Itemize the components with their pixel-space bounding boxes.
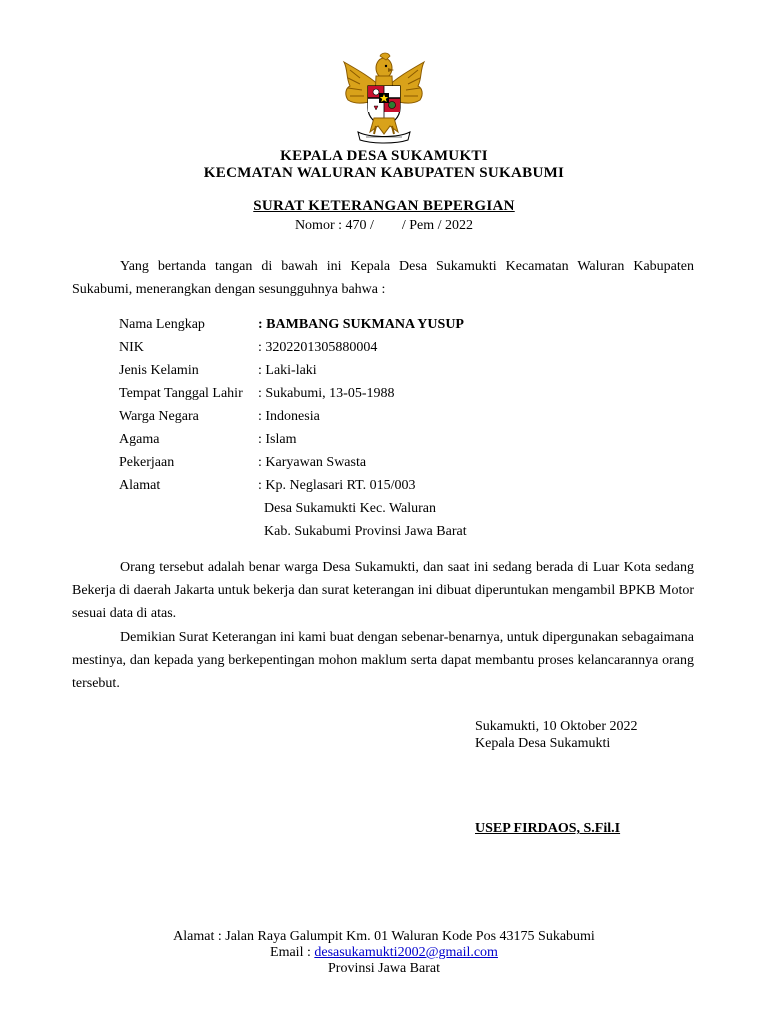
footer-province: Provinsi Jawa Barat xyxy=(328,961,440,976)
field-label: Alamat xyxy=(119,478,161,493)
field-value: : Indonesia xyxy=(258,409,320,424)
body-paragraph-statement xyxy=(72,556,694,625)
field-value: : Laki-laki xyxy=(258,363,317,378)
office-heading: KEPALA DESA SUKAMUKTI xyxy=(280,148,488,164)
field-row-tempat-tanggal-lahir xyxy=(119,382,395,405)
footer-email-label: Email : xyxy=(270,945,315,960)
field-row-alamat xyxy=(119,474,416,497)
document-number: Nomor : 470 / / Pem / 2022 xyxy=(294,218,474,233)
field-row-pekerjaan xyxy=(119,451,366,474)
signature-position: Kepala Desa Sukamukti xyxy=(475,736,611,751)
field-row-agama xyxy=(119,428,297,451)
field-label: Tempat Tanggal Lahir xyxy=(119,386,243,401)
signature-place-date: Sukamukti, 10 Oktober 2022 xyxy=(475,719,638,734)
field-label: Agama xyxy=(119,432,160,447)
field-label: Nama Lengkap xyxy=(119,317,205,332)
signer-name: USEP FIRDAOS, S.Fil.I xyxy=(475,821,621,836)
field-row-nik xyxy=(119,336,377,359)
document-title: SURAT KETERANGAN BEPERGIAN xyxy=(253,198,515,214)
address-line-2: Desa Sukamukti Kec. Waluran xyxy=(264,501,437,516)
field-value: : 3202201305880004 xyxy=(258,340,378,355)
statement-text: Orang tersebut adalah benar warga Desa Sukamukti, dan saat ini sedang berada di Luar Kota sedang Bekerja di daerah Jakarta untuk bekerja dan surat keterangan ini dibuat diperuntukan mengambil BPKB Motor sesuai data di atas. xyxy=(72,560,694,621)
closing-text: Demikian Surat Keterangan ini kami buat dengan sebenar-benarnya, untuk dipergunakan sebagaimana mestinya, dan kepada yang berkepentingan mohon maklum serta dapat membantu proses kelancarannya orang tersebut. xyxy=(72,630,694,691)
footer-address: Alamat : Jalan Raya Galumpit Km. 01 Waluran Kode Pos 43175 Sukabumi xyxy=(173,929,595,944)
signature-block xyxy=(475,718,638,752)
field-value: : BAMBANG SUKMANA YUSUP xyxy=(258,317,464,332)
field-row-warga-negara xyxy=(119,405,320,428)
field-value: : Kp. Neglasari RT. 015/003 xyxy=(258,478,416,493)
email-link[interactable]: desasukamukti2002@gmail.com xyxy=(314,945,498,960)
body-paragraph-closing xyxy=(72,626,694,695)
field-value: : Karyawan Swasta xyxy=(258,455,367,470)
field-label: NIK xyxy=(119,340,144,355)
intro-text: Yang bertanda tangan di bawah ini Kepala Desa Sukamukti Kecamatan Waluran Kabupaten Sukabumi, menerangkan dengan sesungguhnya bahwa : xyxy=(72,259,694,297)
address-line-3: Kab. Sukabumi Provinsi Jawa Barat xyxy=(264,524,467,539)
field-value: : Islam xyxy=(258,432,297,447)
field-row-jenis-kelamin xyxy=(119,359,317,382)
field-row-nama-lengkap xyxy=(119,313,464,336)
field-label: Pekerjaan xyxy=(119,455,175,470)
field-label: Jenis Kelamin xyxy=(119,363,199,378)
office-subheading: KECMATAN WALURAN KABUPATEN SUKABUMI xyxy=(203,165,565,181)
field-label: Warga Negara xyxy=(119,409,199,424)
field-value: : Sukabumi, 13-05-1988 xyxy=(258,386,395,401)
footer-email-line xyxy=(0,945,768,961)
garuda-pancasila-emblem xyxy=(336,48,432,144)
intro-paragraph xyxy=(72,255,694,301)
